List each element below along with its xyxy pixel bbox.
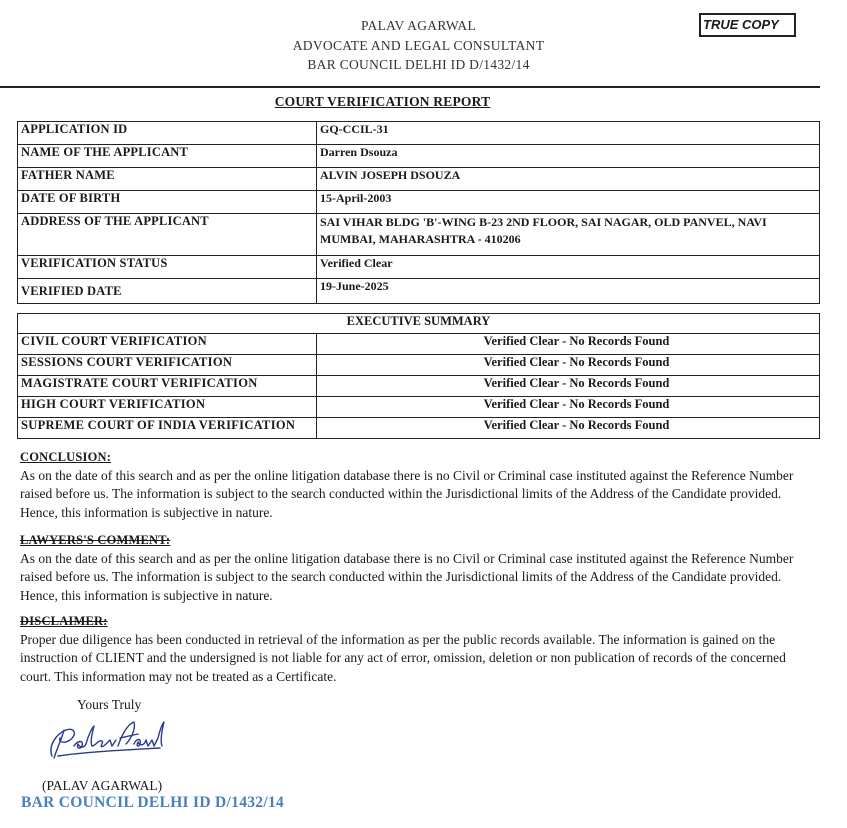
true-copy-stamp: TRUE COPY bbox=[699, 13, 796, 37]
court-result: Verified Clear - No Records Found bbox=[317, 418, 820, 439]
disclaimer-text: Proper due diligence has been conducted in retrieval of the information as per the public records available. The information is gained on the instruction of CLIENT and the undersigned is not liable for any act of error, omission, deletion or non publication of records of the concerned court. This information may not be treated as a Certificate. bbox=[20, 631, 786, 684]
advocate-bar-id: BAR COUNCIL DELHI ID D/1432/14 bbox=[307, 57, 530, 72]
court-label: MAGISTRATE COURT VERIFICATION bbox=[18, 376, 317, 397]
court-result: Verified Clear - No Records Found bbox=[317, 376, 820, 397]
detail-label: DATE OF BIRTH bbox=[18, 191, 317, 214]
court-result: Verified Clear - No Records Found bbox=[317, 397, 820, 418]
table-row bbox=[18, 418, 820, 439]
court-result: Verified Clear - No Records Found bbox=[317, 355, 820, 376]
table-row bbox=[18, 214, 820, 256]
detail-value: ALVIN JOSEPH DSOUZA bbox=[317, 168, 820, 191]
detail-label: VERIFICATION STATUS bbox=[18, 256, 317, 279]
report-title: COURT VERIFICATION REPORT bbox=[274, 94, 491, 109]
disclaimer-heading: DISCLAIMER: bbox=[20, 614, 108, 628]
detail-value: Darren Dsouza bbox=[317, 145, 820, 168]
court-label: SUPREME COURT OF INDIA VERIFICATION bbox=[18, 418, 317, 439]
table-row bbox=[18, 122, 820, 145]
conclusion-text: As on the date of this search and as per the online litigation database there is no Civil or Criminal case instituted against the Reference Number raised before us. The information is subject to the search conducted within the Jurisdictional limits of the Address of the Candidate provided. Hence, this information is subjective in nature. bbox=[20, 467, 794, 520]
table-row bbox=[18, 191, 820, 214]
table-row bbox=[18, 397, 820, 418]
detail-value: Verified Clear bbox=[317, 256, 820, 279]
salutation: Yours Truly bbox=[77, 697, 142, 712]
detail-label: NAME OF THE APPLICANT bbox=[18, 145, 317, 168]
signatory-bar-id: BAR COUNCIL DELHI ID D/1432/14 bbox=[21, 794, 285, 811]
disclaimer-section bbox=[20, 612, 810, 686]
executive-summary-heading: EXECUTIVE SUMMARY bbox=[18, 314, 820, 334]
conclusion-section bbox=[20, 448, 810, 522]
detail-label: ADDRESS OF THE APPLICANT bbox=[18, 214, 317, 256]
executive-summary-table bbox=[17, 313, 820, 439]
table-row bbox=[18, 355, 820, 376]
court-label: HIGH COURT VERIFICATION bbox=[18, 397, 317, 418]
court-result: Verified Clear - No Records Found bbox=[317, 334, 820, 355]
detail-value: 15-April-2003 bbox=[317, 191, 820, 214]
table-row bbox=[18, 256, 820, 279]
advocate-name: PALAV AGARWAL bbox=[360, 18, 477, 33]
signature bbox=[44, 716, 169, 766]
table-row bbox=[18, 168, 820, 191]
lawyers-comment-section bbox=[20, 531, 810, 605]
table-row bbox=[18, 334, 820, 355]
detail-value: SAI VIHAR BLDG 'B'-WING B-23 2ND FLOOR, SAI NAGAR, OLD PANVEL, NAVI MUMBAI, MAHARASHTRA - 410206 bbox=[317, 214, 820, 256]
table-row bbox=[18, 314, 820, 334]
signatory-name: (PALAV AGARWAL) bbox=[42, 778, 163, 793]
lawyers-comment-heading: LAWYERS'S COMMENT: bbox=[20, 533, 171, 547]
applicant-details-table bbox=[17, 121, 820, 304]
court-label: SESSIONS COURT VERIFICATION bbox=[18, 355, 317, 376]
table-row bbox=[18, 145, 820, 168]
detail-value: GQ-CCIL-31 bbox=[317, 122, 820, 145]
detail-label: VERIFIED DATE bbox=[18, 279, 317, 304]
detail-label: APPLICATION ID bbox=[18, 122, 317, 145]
conclusion-heading: CONCLUSION: bbox=[20, 450, 112, 464]
court-label: CIVIL COURT VERIFICATION bbox=[18, 334, 317, 355]
header-divider bbox=[0, 86, 820, 88]
table-row bbox=[18, 376, 820, 397]
detail-label: FATHER NAME bbox=[18, 168, 317, 191]
table-row bbox=[18, 279, 820, 304]
lawyers-comment-text: As on the date of this search and as per the online litigation database there is no Civil or Criminal case instituted against the Reference Number raised before us. The information is subject to the search conducted within the Jurisdictional limits of the Address of the Candidate provided. Hence, this information is subjective in nature. bbox=[20, 550, 794, 603]
detail-value: 19-June-2025 bbox=[317, 279, 820, 304]
advocate-title: ADVOCATE AND LEGAL CONSULTANT bbox=[292, 37, 545, 53]
